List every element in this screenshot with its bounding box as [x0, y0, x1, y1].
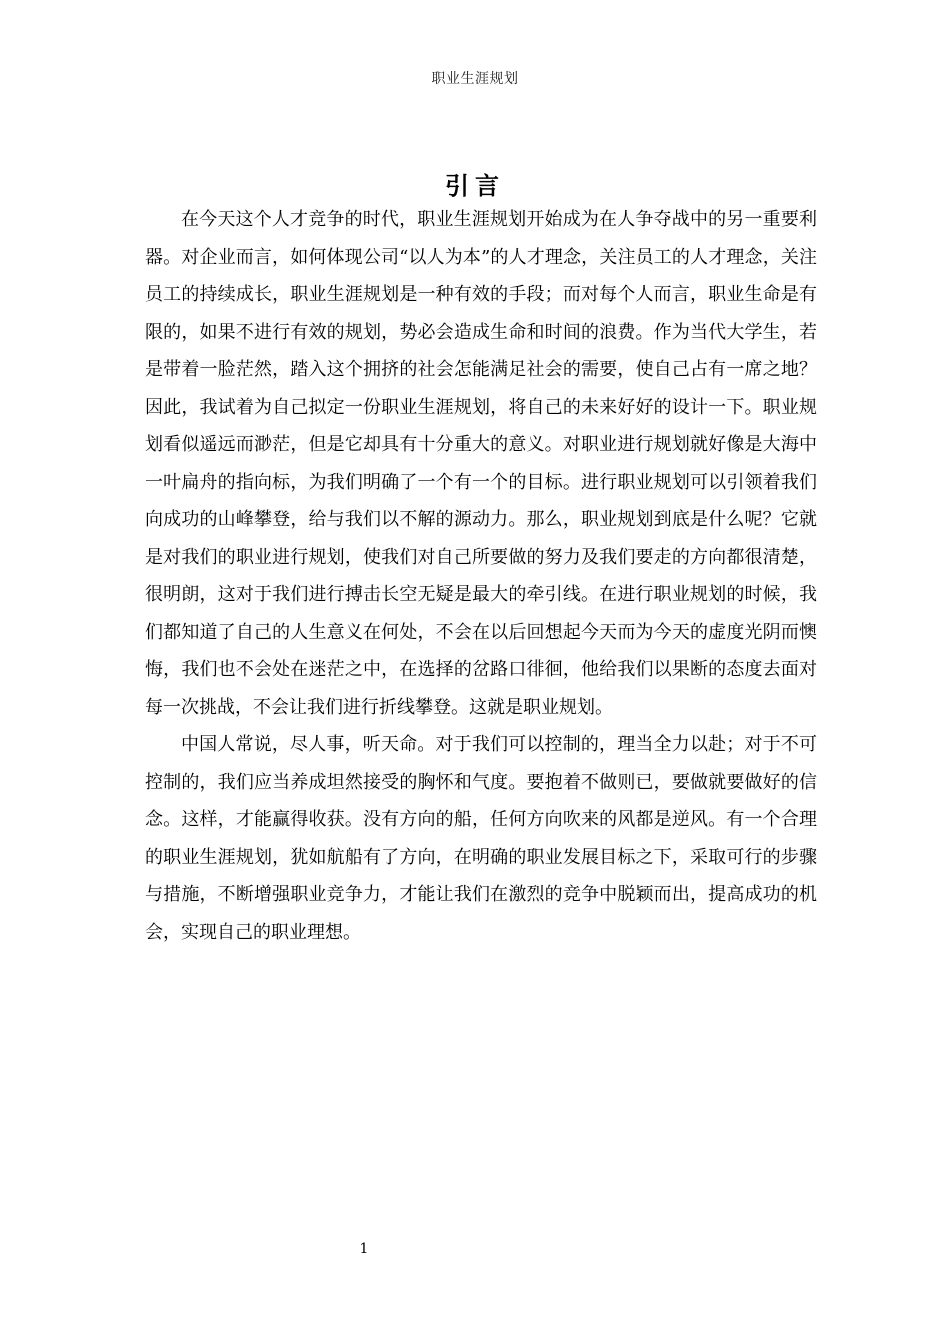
paragraph-second: 中国人常说，尽人事，听天命。对于我们可以控制的，理当全力以赴；对于不可控制的，我们应当养成坦然接受的胸怀和气度。要抱着不做则已，要做就要做好的信念。这样，才能赢得收获。没有方向的船，任何方向吹来的风都是逆风。有一个合理的职业生涯规划，犹如航船有了方向，在明确的职业发展目标之下，采取可行的步骤与措施，不断增强职业竞争力，才能让我们在激烈的竞争中脱颖而出，提高成功的机会，实现自己的职业理想。 [145, 734, 817, 943]
body-text [145, 201, 817, 951]
paragraph-intro: 在今天这个人才竞争的时代，职业生涯规划开始成为在人争夺战中的另一重要利器。对企业而言，如何体现公司“以人为本”的人才理念，关注员工的人才理念，关注员工的持续成长，职业生涯规划是一种有效的手段；而对每个人而言，职业生命是有限的，如果不进行有效的规划，势必会造成生命和时间的浪费。作为当代大学生，若是带着一脸茫然，踏入这个拥挤的社会怎能满足社会的需要，使自己占有一席之地？因此，我试着为自己拟定一份职业生涯规划，将自己的未来好好的设计一下。职业规划看似遥远而渺茫，但是它却具有十分重大的意义。对职业进行规划就好像是大海中一叶扁舟的指向标，为我们明确了一个有一个的目标。进行职业规划可以引领着我们向成功的山峰攀登，给与我们以不解的源动力。那么，职业规划到底是什么呢？它就是对我们的职业进行规划，使我们对自己所要做的努力及我们要走的方向都很清楚，很明朗，这对于我们进行搏击长空无疑是最大的牵引线。在进行职业规划的时候，我们都知道了自己的人生意义在何处，不会在以后回想起今天而为今天的虚度光阴而懊悔，我们也不会处在迷茫之中，在选择的岔路口徘徊，他给我们以果断的态度去面对每一次挑战，不会让我们进行折线攀登。这就是职业规划。 [145, 209, 817, 718]
running-header: 职业生涯规划 [431, 71, 519, 87]
page-number: 1 [359, 1241, 369, 1257]
section-heading: 引言 [445, 172, 505, 201]
